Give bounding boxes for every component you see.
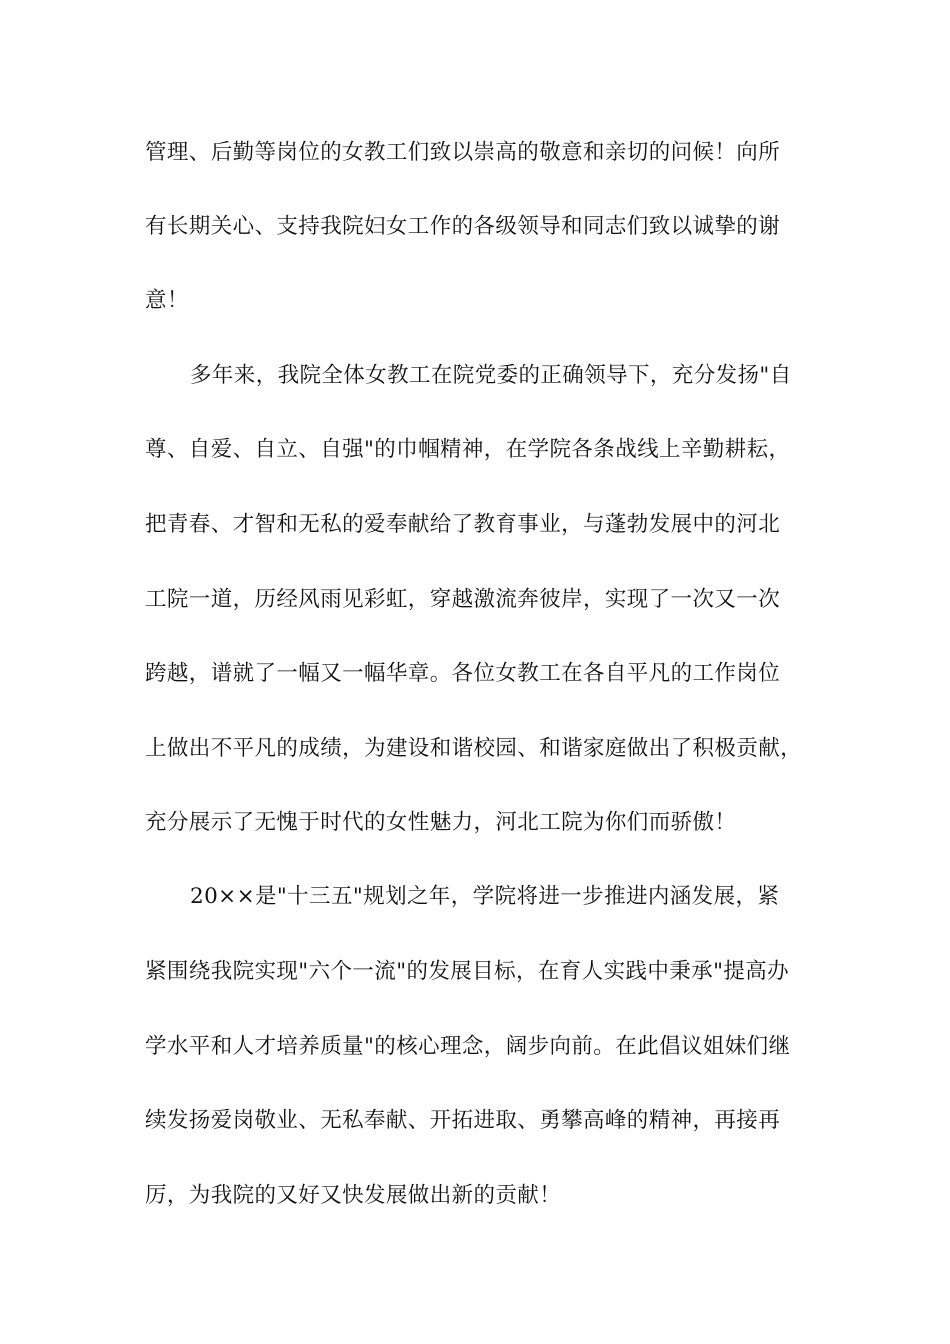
paragraph-2-line-5: 跨越，谱就了一幅又一幅华章。各位女教工在各自平凡的工作岗位: [145, 661, 781, 686]
paragraph-3-line-4: 续发扬爱岗敬业、无私奉献、开拓进取、勇攀高峰的精神，再接再: [145, 1108, 781, 1133]
paragraph-2-line-2: 尊、自爱、自立、自强"的巾帼精神，在学院各条战线上辛勤耕耘，: [145, 437, 791, 462]
paragraph-3-line-5: 厉，为我院的又好又快发展做出新的贡献！: [145, 1183, 562, 1208]
text-line-1: 管理、后勤等岗位的女教工们致以崇高的敬意和亲切的问候！向所: [145, 140, 781, 165]
paragraph-3-line-1: 20××是"十三五"规划之年，学院将进一步推进内涵发展，紧: [190, 884, 780, 909]
paragraph-2-line-4: 工院一道，历经风雨见彩虹，穿越激流奔彼岸，实现了一次又一次: [145, 587, 781, 612]
text-line-2: 有长期关心、支持我院妇女工作的各级领导和同志们致以诚挚的谢: [145, 214, 781, 239]
paragraph-2-line-7: 充分展示了无愧于时代的女性魅力，河北工院为你们而骄傲！: [145, 810, 737, 835]
paragraph-3-line-3: 学水平和人才培养质量"的核心理念，阔步向前。在此倡议姐妹们继: [145, 1034, 791, 1059]
paragraph-2-line-6: 上做出不平凡的成绩，为建设和谐校园、和谐家庭做出了积极贡献，: [145, 736, 803, 761]
paragraph-2-line-1: 多年来，我院全体女教工在院党委的正确领导下，充分发扬"自: [190, 363, 792, 388]
paragraph-3-line-2: 紧围绕我院实现"六个一流"的发展目标，在育人实践中秉承"提高办: [145, 959, 790, 984]
text-line-3: 意！: [145, 288, 189, 313]
paragraph-2-line-3: 把青春、才智和无私的爱奉献给了教育事业，与蓬勃发展中的河北: [145, 512, 781, 537]
